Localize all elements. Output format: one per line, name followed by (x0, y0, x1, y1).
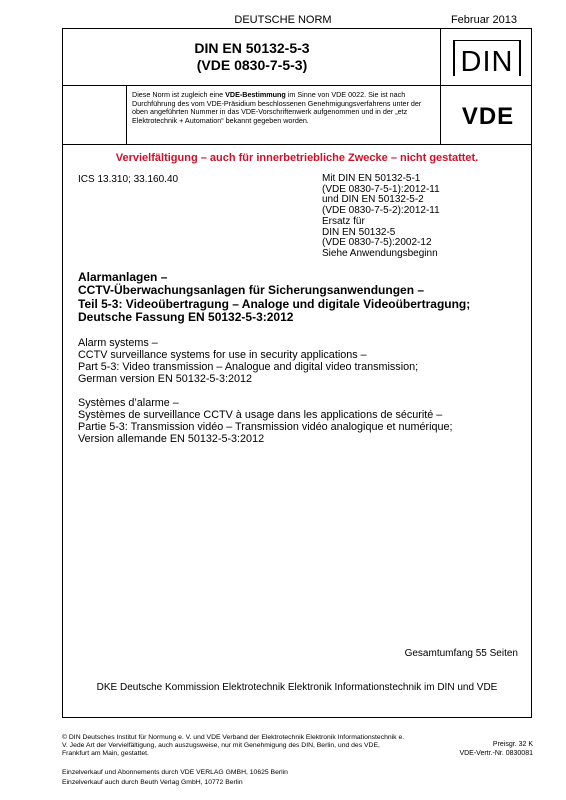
reproduction-warning: Vervielfältigung – auch für innerbetriebliche Zwecke – nicht gestattet. (115, 152, 479, 164)
title-line: Systèmes de surveillance CCTV à usage dans les applications de sécurité – (78, 409, 443, 421)
replacement-line: Mit DIN EN 50132-5-1 (322, 173, 421, 184)
replacement-line: (VDE 0830-7-5):2002-12 (322, 237, 432, 249)
price-group: Preisgr. 32 K (492, 741, 533, 748)
title-line: Deutsche Fassung EN 50132-5-3:2012 (78, 309, 294, 324)
replacement-line: und DIN EN 50132-5-2 (322, 194, 424, 206)
publication-date: Februar 2013 (450, 14, 517, 26)
vde-logo (448, 100, 528, 130)
replacement-info (322, 174, 440, 260)
french-title (78, 397, 528, 445)
title-line: Systèmes d’alarme – (78, 397, 179, 409)
copyright-notice: © DIN Deutsches Institut für Normung e. V. und VDE Verband der Elektrotechnik Elektronik Informationstechnik e. V. Jede Art der Vervielfältigung, auch auszugsweise, nur mit Genehmigung des DIN, Berlin, und des VDE, Frankfurt am Main, gestattet. (62, 734, 405, 757)
standard-number (62, 40, 442, 74)
vde-notice-bold: VDE-Bestimmung (225, 90, 286, 99)
dke-commission: DKE Deutsche Kommission Elektrotechnik Elektronik Informationstechnik im DIN und VDE (96, 682, 498, 693)
title-line: German version EN 50132-5-3:2012 (78, 373, 253, 385)
sales-line: Einzelverkauf und Abonnements durch VDE VERLAG GMBH, 10625 Berlin (62, 769, 288, 776)
din-logo (452, 40, 522, 76)
title-line: CCTV surveillance systems for use in security applications – (78, 349, 367, 361)
title-line: Alarm systems – (78, 337, 158, 349)
total-pages: Gesamtumfang 55 Seiten (404, 648, 518, 659)
german-title (78, 271, 528, 324)
price-info (459, 740, 533, 758)
replacement-line: (VDE 0830-7-5-2):2012-11 (322, 205, 440, 217)
divider (62, 144, 532, 145)
din-logo-text: DIN (460, 46, 514, 76)
vde-logo-text: VDE (461, 103, 515, 130)
ics-codes: ICS 13.310; 33.160.40 (78, 174, 179, 185)
title-line: Part 5-3: Video transmission – Analogue and digital video transmission; (78, 361, 419, 373)
sales-info (62, 768, 532, 788)
title-line: Teil 5-3: Videoübertragung – Analoge und digitale Videoübertragung; (78, 296, 471, 311)
replacement-line: Ersatz für (322, 215, 365, 227)
replacement-line: DIN EN 50132-5 (322, 226, 396, 238)
title-line: Version allemande EN 50132-5-3:2012 (78, 433, 265, 445)
replacement-line: Siehe Anwendungsbeginn (322, 247, 438, 259)
title-line: Partie 5-3: Transmission vidéo – Transmission vidéo analogique et numérique; (78, 421, 453, 433)
norm-type-header: DEUTSCHE NORM (234, 14, 332, 26)
title-line: Alarmanlagen – (78, 270, 168, 284)
replacement-line: (VDE 0830-7-5-1):2012-11 (322, 183, 440, 195)
title-line: CCTV-Überwachungsanlagen für Sicherungsanwendungen – (78, 283, 425, 298)
vde-notice: Diese Norm ist zugleich eine VDE-Bestimmung im Sinne von VDE 0022. Sie ist nach Durchführung des vom VDE-Präsidium beschlossenen Genehmigungsverfahrens unter der oben angeführten Nummer in das VDE-Vorschriftenwerk aufgenommen und in der „etz Elektrotechnik + Automation“ bekannt gegeben worden. (132, 90, 422, 126)
vde-vertr-number: VDE-Vertr.-Nr. 0830081 (459, 750, 533, 757)
divider (126, 86, 127, 144)
standard-number-vde: (VDE 0830-7-5-3) (196, 57, 308, 73)
standard-number-din: DIN EN 50132-5-3 (194, 40, 310, 56)
sales-line: Einzelverkauf auch durch Beuth Verlag GmbH, 10772 Berlin (62, 779, 243, 786)
english-title (78, 337, 528, 385)
